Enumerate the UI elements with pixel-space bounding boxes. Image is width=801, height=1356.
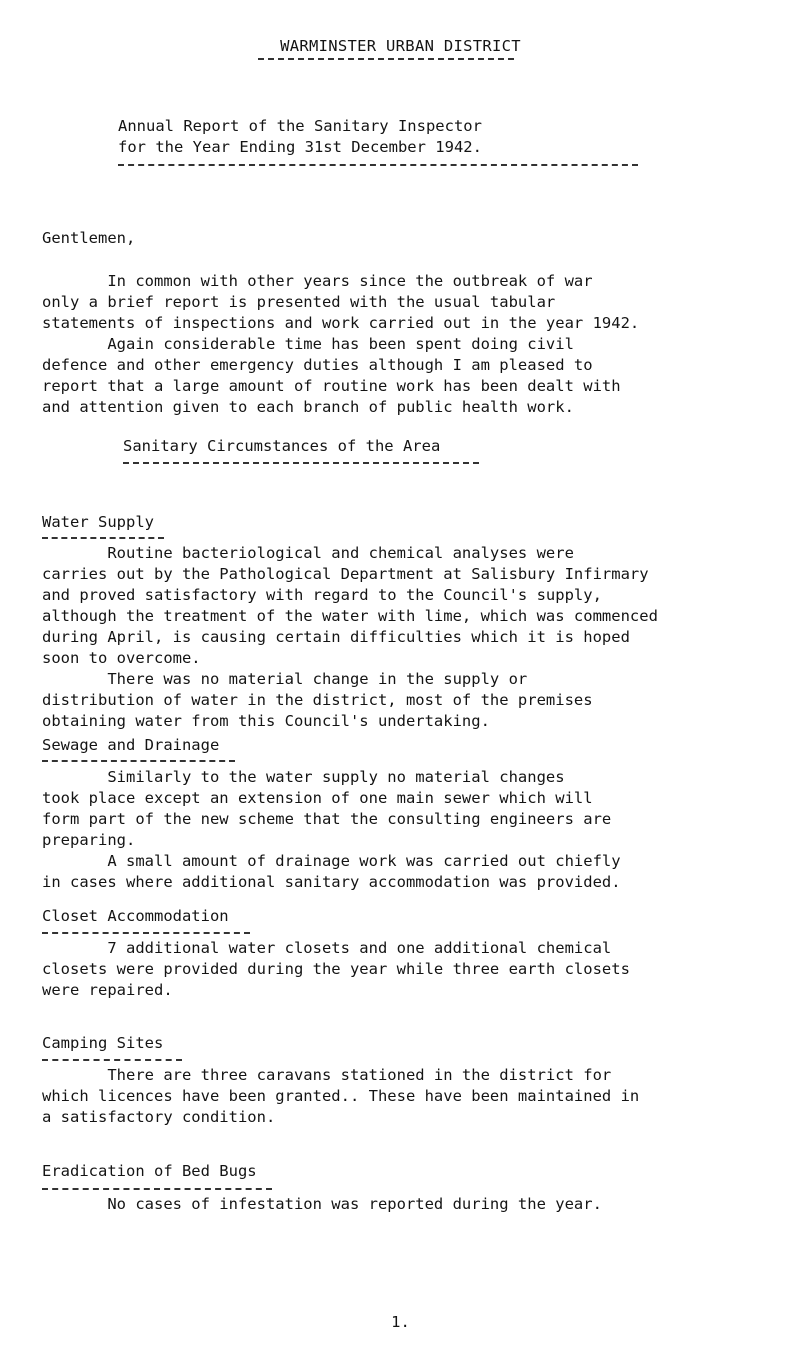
bed-bugs-heading: Eradication of Bed Bugs xyxy=(42,1162,257,1180)
sanitary-circumstances-underline xyxy=(123,462,479,464)
sewage-drainage-heading: Sewage and Drainage xyxy=(42,736,220,754)
sewage-drainage-underline xyxy=(42,760,235,762)
header-underline xyxy=(258,58,514,60)
closet-accommodation-heading: Closet Accommodation xyxy=(42,907,229,925)
water-supply-body: Routine bacteriological and chemical analyses were carries out by the Pathological Department at Salisbury Infirmary and proved satisfactory with regard to the Council's supply, although the treatment of the water with lime, which was commenced during April, is causing certain difficulties which it is hoped soon to overcome. There was no material change in the supply or distribution of water in the district, most of the premises obtaining water from this Council's undertaking. xyxy=(42,544,658,730)
report-title xyxy=(118,116,718,158)
district-header: WARMINSTER URBAN DISTRICT xyxy=(280,37,521,55)
sanitary-circumstances-heading: Sanitary Circumstances of the Area xyxy=(123,437,441,455)
salutation: Gentlemen, xyxy=(42,229,136,247)
camping-sites-underline xyxy=(42,1059,182,1061)
sewage-drainage-body: Similarly to the water supply no material changes took place except an extension of one main sewer which will form part of the new scheme that the consulting engineers are preparing. A small amount of drainage work was carried out chiefly in cases where additional sanitary accommodation was provided. xyxy=(42,768,621,891)
camping-sites-heading: Camping Sites xyxy=(42,1034,164,1052)
camping-sites-body: There are three caravans stationed in the district for which licences have been granted.. These have been maintained in a satisfactory condition. xyxy=(42,1066,640,1126)
water-supply-heading: Water Supply xyxy=(42,513,154,531)
title-underline xyxy=(118,164,638,166)
intro-paragraph: In common with other years since the outbreak of war only a brief report is presented with the usual tabular statements of inspections and work carried out in the year 1942. Again considerable time has been spent doing civil defence and other emergency duties although I am pleased to report that a large amount of routine work has been dealt with and attention given to each branch of public health work. xyxy=(42,272,640,416)
closet-accommodation-body: 7 additional water closets and one additional chemical closets were provided during the year while three earth closets were repaired. xyxy=(42,939,630,999)
bed-bugs-underline xyxy=(42,1188,272,1190)
water-supply-underline xyxy=(42,537,164,539)
closet-accommodation-underline xyxy=(42,932,250,934)
report-title-line-1: Annual Report of the Sanitary Inspector xyxy=(118,117,482,135)
bed-bugs-body: No cases of infestation was reported during the year. xyxy=(42,1195,602,1213)
page-number: 1. xyxy=(391,1313,410,1331)
report-title-line-2: for the Year Ending 31st December 1942. xyxy=(118,138,482,156)
